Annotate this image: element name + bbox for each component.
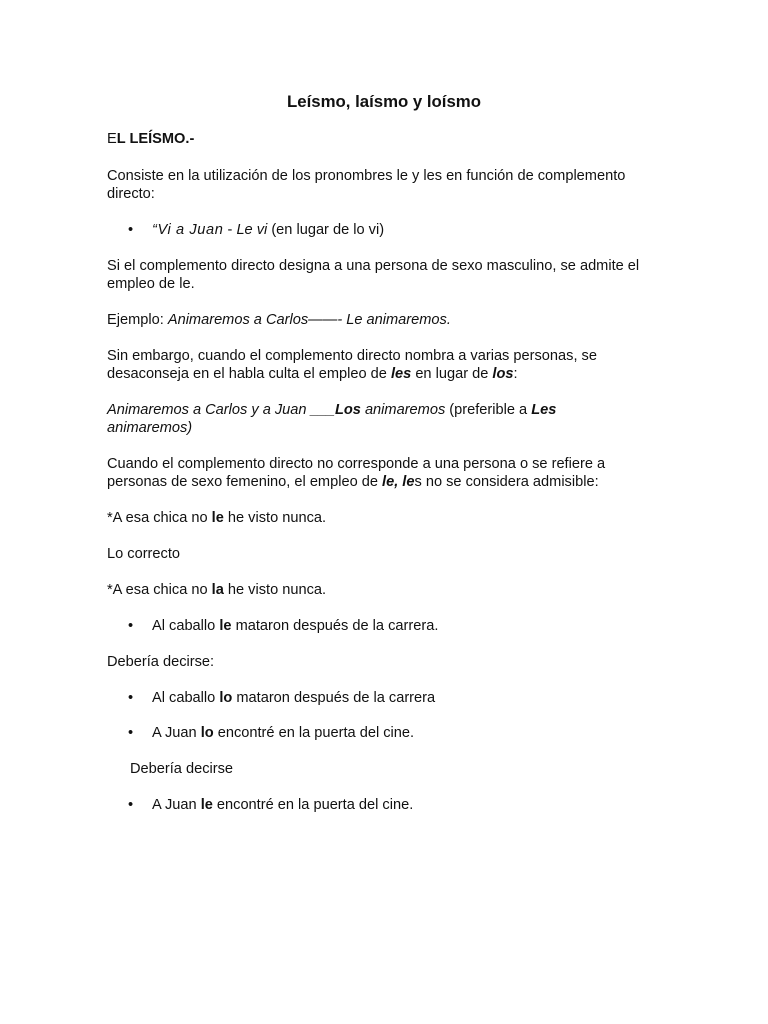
bullet-example-2: Al caballo le mataron después de la carrera. xyxy=(152,618,439,634)
italic-example-line-2: animaremos) xyxy=(107,420,193,436)
bullet-dot: • xyxy=(128,797,134,813)
deberia-decirse-label-1: Debería decirse: xyxy=(107,654,215,670)
deberia-decirse-label-2: Debería decirse xyxy=(130,761,234,777)
paragraph-4-line-2: personas de sexo femenino, el empleo de le, les no se considera admisible: xyxy=(107,474,599,490)
definition-line-1: Consiste en la utilización de los pronombres le y les en función de complemento xyxy=(107,168,626,184)
example-line: Ejemplo: Animaremos a Carlos——- Le animaremos. xyxy=(107,312,451,328)
paragraph-3-line-1: Sin embargo, cuando el complemento directo nombra a varias personas, se xyxy=(107,348,597,364)
sentence-correct: *A esa chica no la he visto nunca. xyxy=(107,582,327,598)
paragraph-4-line-1: Cuando el complemento directo no corresponde a una persona o se refiere a xyxy=(107,456,606,472)
section-heading: EL LEÍSMO.- xyxy=(107,131,195,147)
bullet-dot: • xyxy=(128,690,134,706)
paragraph-2-line-1: Si el complemento directo designa a una persona de sexo masculino, se admite el xyxy=(107,258,640,274)
paragraph-2-line-2: empleo de le. xyxy=(107,276,195,292)
paragraph-3-line-2: desaconseja en el habla culta el empleo de les en lugar de los: xyxy=(107,366,518,382)
bullet-dot: • xyxy=(128,222,134,238)
italic-example-line-1: Animaremos a Carlos y a Juan ___Los animaremos (preferible a Les xyxy=(107,402,557,418)
bullet-dot: • xyxy=(128,725,134,741)
definition-line-2: directo: xyxy=(107,186,155,202)
bullet-example-5: A Juan le encontré en la puerta del cine. xyxy=(152,797,414,813)
sentence-incorrect: *A esa chica no le he visto nunca. xyxy=(107,510,327,526)
lo-correcto-label: Lo correcto xyxy=(107,546,181,562)
bullet-example-1: “Vi a Juan - Le vi (en lugar de lo vi) xyxy=(152,222,385,238)
bullet-example-3: Al caballo lo mataron después de la carrera xyxy=(152,690,436,706)
document-title: Leísmo, laísmo y loísmo xyxy=(287,92,481,111)
bullet-example-4: A Juan lo encontré en la puerta del cine. xyxy=(152,725,415,741)
bullet-dot: • xyxy=(128,618,134,634)
